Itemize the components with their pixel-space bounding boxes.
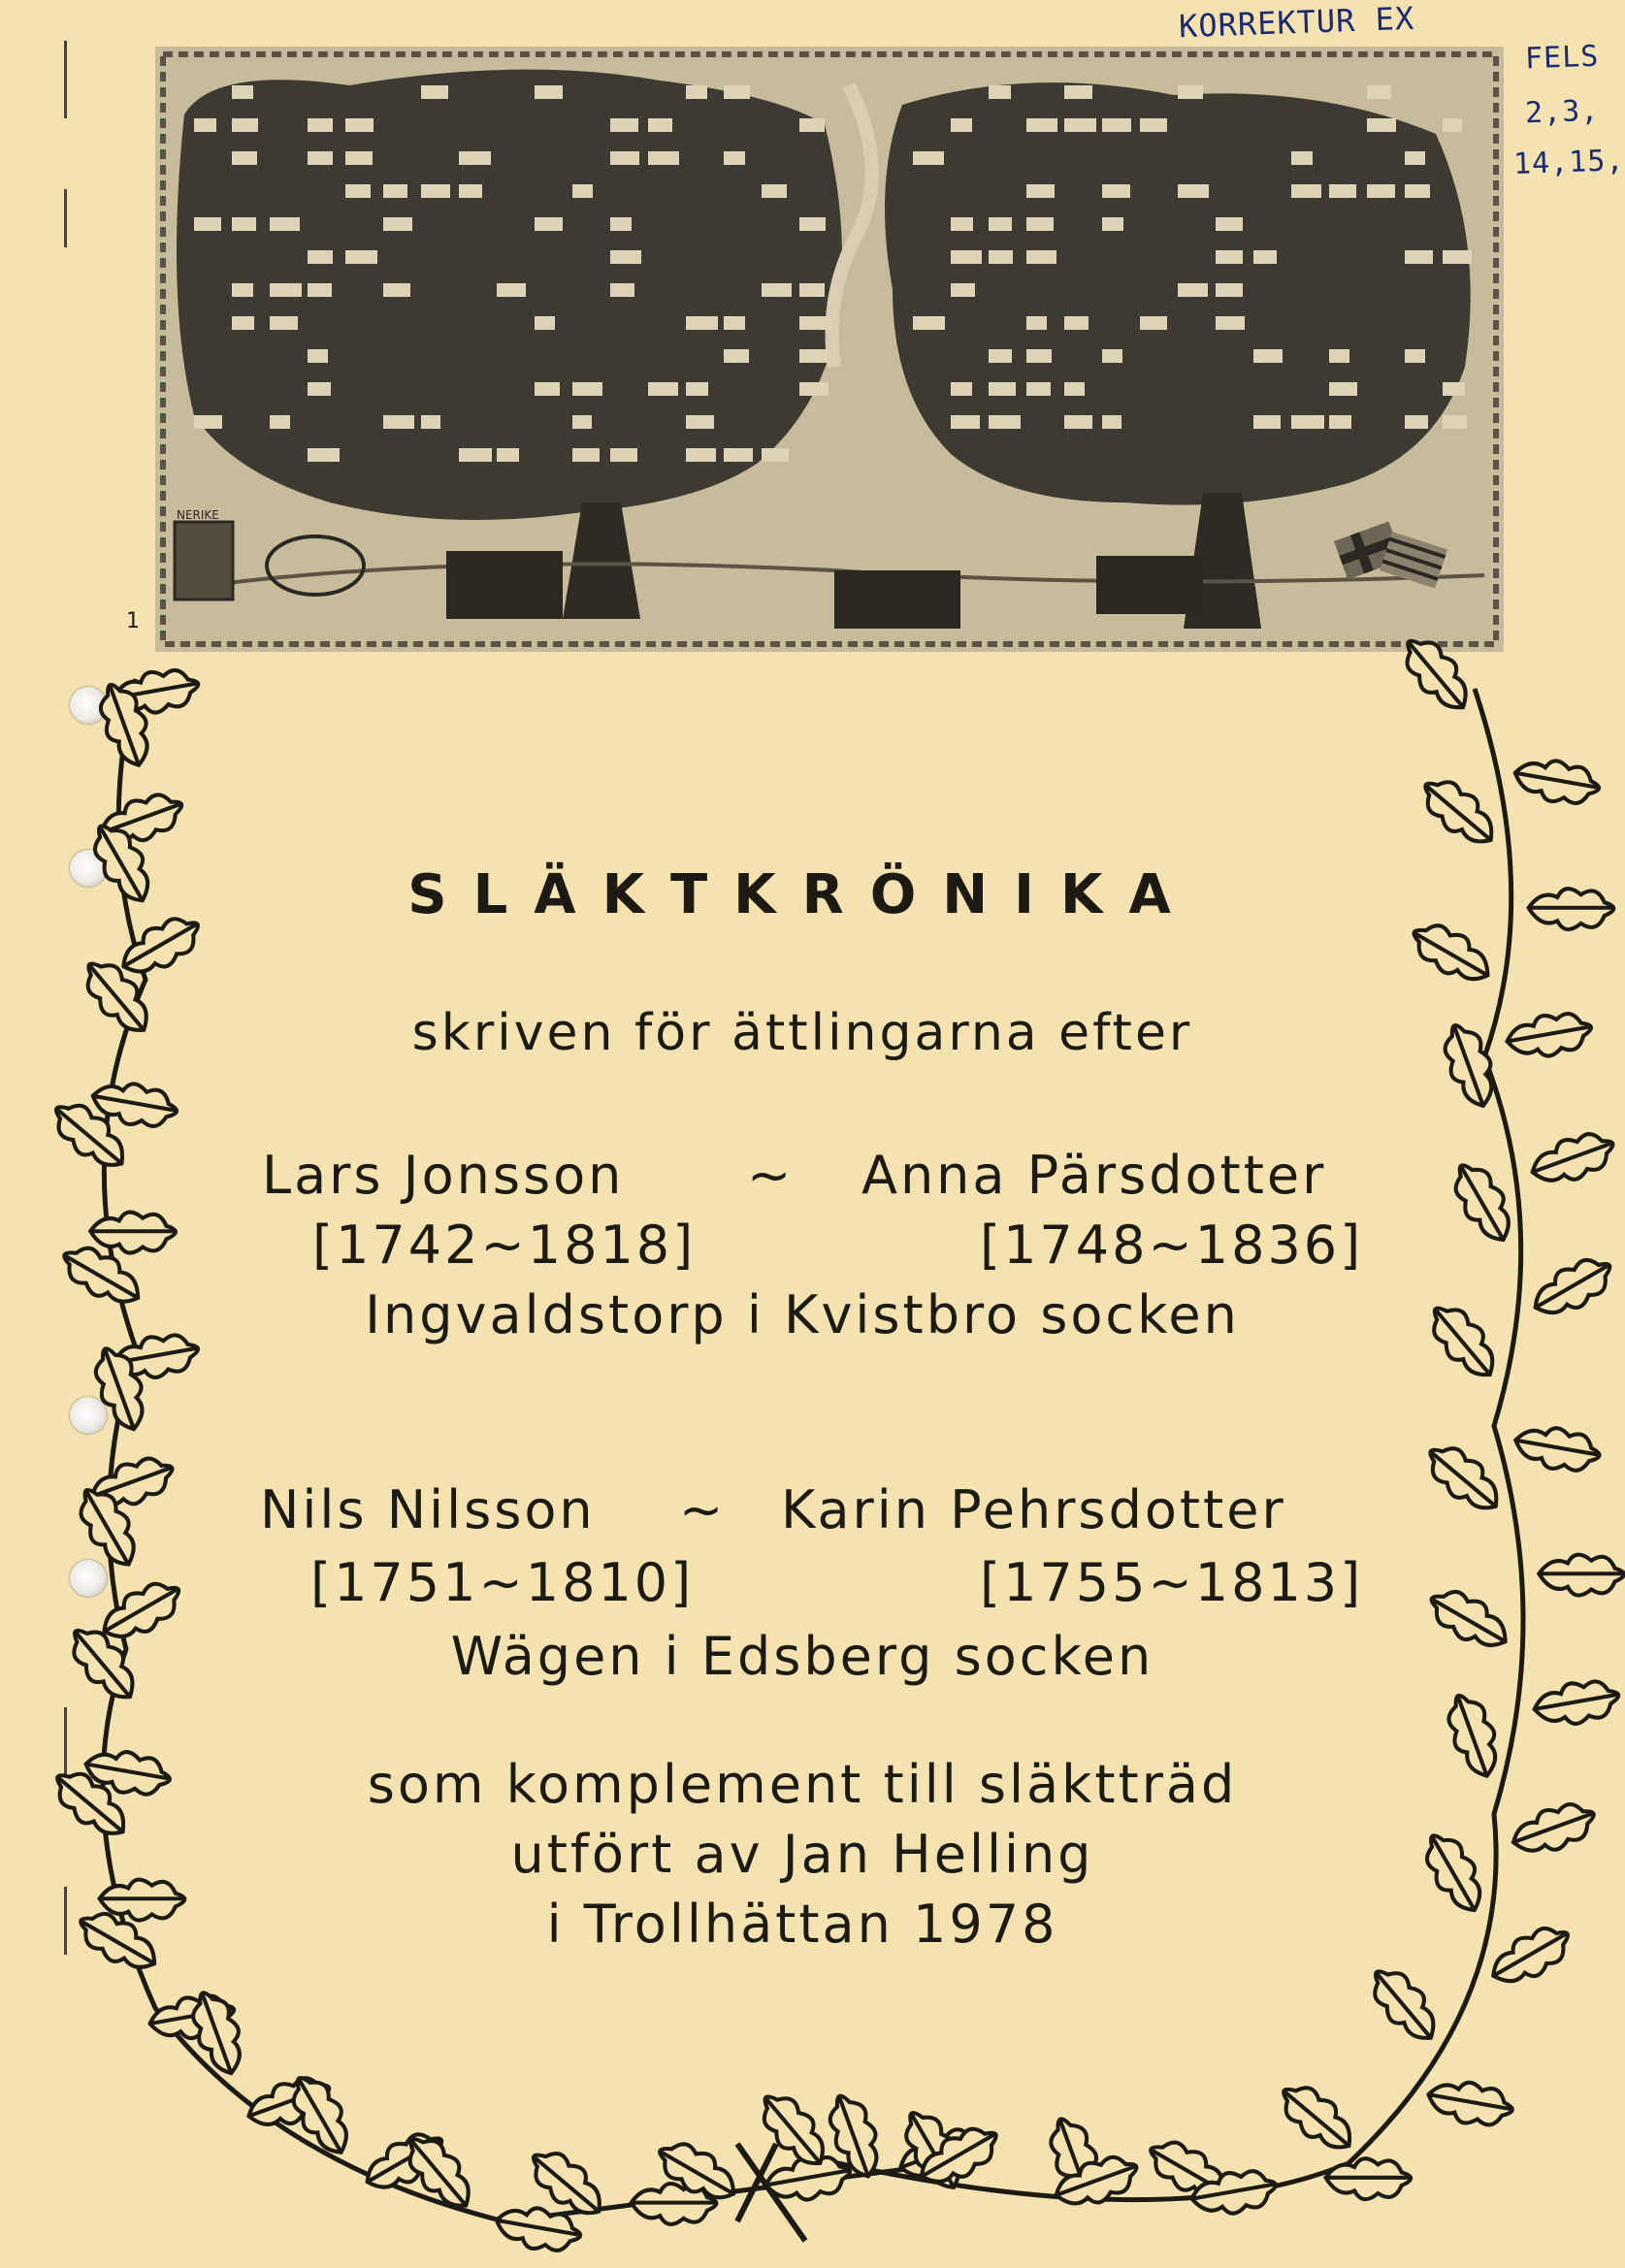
couple1-wife-years: [1748~1836] [980, 1215, 1364, 1276]
couple1-wife: Anna Pärsdotter [861, 1145, 1327, 1206]
couple1-husband-years: [1742~1818] [312, 1215, 697, 1276]
coat-of-arms-icon [175, 522, 233, 599]
couple1-husband: Lars Jonsson [262, 1145, 625, 1206]
couple2-wife-years: [1755~1813] [980, 1552, 1364, 1613]
staple [64, 189, 67, 247]
family-tree-photo [155, 47, 1504, 652]
couple1-place: Ingvaldstorp i Kvistbro socken [365, 1284, 1240, 1345]
couple2-husband: Nils Nilsson [260, 1479, 596, 1540]
document-title: SLÄKTKRÖNIKA [407, 863, 1197, 926]
couple2-tilde: ~ [679, 1479, 727, 1540]
subtitle: skriven för ättlingarna efter [411, 1004, 1193, 1062]
closing-line-2: utfört av Jan Helling [510, 1824, 1094, 1885]
handwritten-note-side-3: 14,15, [1512, 144, 1625, 181]
couple2-wife: Karin Pehrsdotter [781, 1479, 1286, 1540]
figure-number: 1 [126, 609, 140, 633]
handwritten-note-side-1: FELS [1524, 39, 1600, 77]
couple2-place: Wägen i Edsberg socken [450, 1626, 1154, 1687]
family-tree-illustration [155, 47, 1504, 652]
closing-line-1: som komplement till släktträd [367, 1754, 1238, 1815]
handwritten-note-side-2: 2,3, [1524, 93, 1600, 131]
plaque-text: NERIKE [177, 508, 219, 522]
couple2-husband-years: [1751~1810] [310, 1552, 695, 1613]
staple [64, 41, 67, 118]
couple1-tilde: ~ [747, 1145, 795, 1206]
handwritten-note-top: KORREKTUR EX [1178, 0, 1415, 46]
closing-line-3: i Trollhättan 1978 [546, 1894, 1058, 1955]
